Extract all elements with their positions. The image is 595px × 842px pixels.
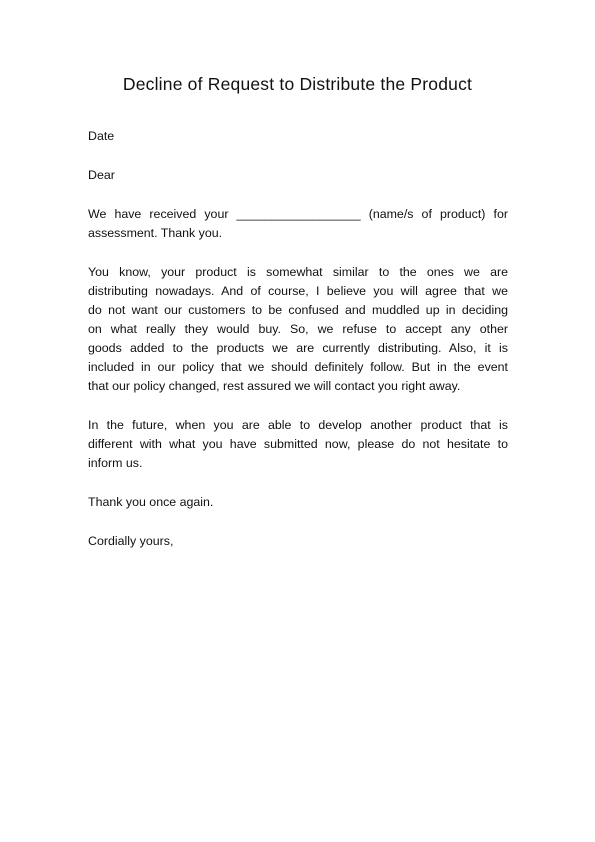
- paragraph-decline-reason: [88, 263, 508, 396]
- paragraph-line: inform us.: [88, 456, 143, 470]
- closing-line: Cordially yours,: [88, 534, 174, 548]
- paragraph-received: [88, 205, 508, 243]
- thanks-line: Thank you once again.: [88, 495, 214, 509]
- paragraph-line: do not want our customers to be confused and muddled up in deciding: [88, 303, 508, 317]
- paragraph-line: goods added to the products we are currently distributing. Also, it is: [88, 341, 508, 355]
- paragraph-line: In the future, when you are able to develop another product that is: [88, 418, 508, 432]
- paragraph-line: included in our policy that we should definitely follow. But in the event: [88, 360, 508, 374]
- paragraph-line: distributing nowadays. And of course, I believe you will agree that we: [88, 284, 508, 298]
- paragraph-line: assessment. Thank you.: [88, 226, 223, 240]
- paragraph-line: We have received your __________________ (name/s of product) for: [88, 207, 508, 221]
- paragraph-future: [88, 416, 508, 473]
- date-label: Date: [88, 129, 115, 143]
- paragraph-line: different with what you have submitted now, please do not hesitate to: [88, 437, 508, 451]
- paragraph-line: You know, your product is somewhat similar to the ones we are: [88, 265, 508, 279]
- paragraph-line: on what really they would buy. So, we refuse to accept any other: [88, 322, 508, 336]
- salutation: Dear: [88, 168, 115, 182]
- paragraph-line: that our policy changed, rest assured we will contact you right away.: [88, 379, 461, 393]
- document-title: Decline of Request to Distribute the Product: [122, 74, 473, 94]
